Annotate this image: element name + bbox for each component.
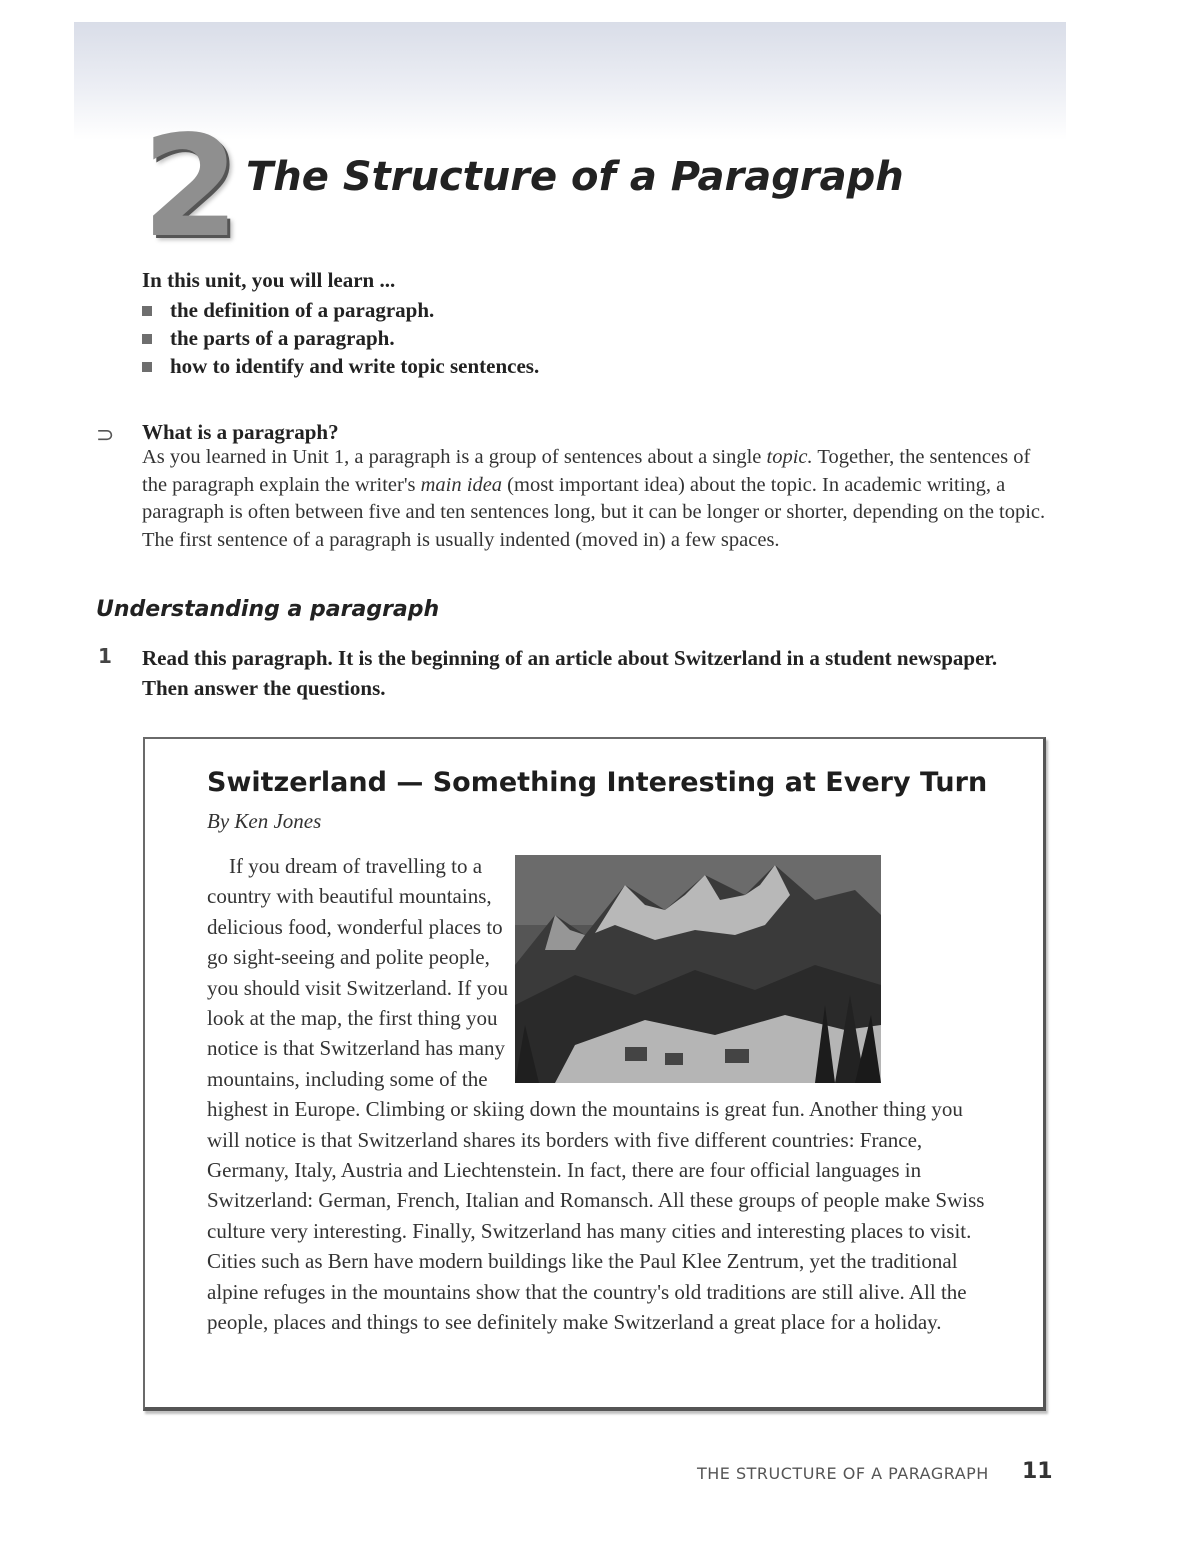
page-number: 11 xyxy=(1022,1459,1053,1484)
article-byline: By Ken Jones xyxy=(207,809,322,833)
unit-title: The Structure of a Paragraph xyxy=(246,154,904,200)
learn-list xyxy=(142,296,539,380)
exercise-instruction: Read this paragraph. It is the beginning of an article about Switzerland in a student newspaper. Then answer the questions. xyxy=(142,646,998,700)
learn-item: the parts of a paragraph. xyxy=(142,324,539,352)
article-box xyxy=(143,737,1046,1411)
section-heading: Understanding a paragraph xyxy=(96,597,440,622)
learn-intro: In this unit, you will learn ... xyxy=(142,268,396,292)
running-head: THE STRUCTURE OF A PARAGRAPH xyxy=(697,1464,989,1483)
key-term-main-idea: main idea xyxy=(420,473,503,496)
key-term-topic: topic. xyxy=(766,446,813,468)
square-bullet-icon xyxy=(142,334,152,344)
question-heading: What is a paragraph? xyxy=(142,420,339,444)
article-paragraph: If you dream of travelling to a country with beautiful mountains, delicious food, wonderful places to go sight-seeing and polite people, you should visit Switzerland. If you look at the map, the first thing you notice is that Switzerland has many mountains, including some of the highest in Europe. Climbing or skiing down the mountains is great fun. Another thing you will notice is that Switzerland shares its borders with five different countries: France, Germany, Italy, Austria and Liechtenstein. In fact, there are four official languages in Switzerland: German, French, Italian and Romansch. All these groups of people make Swiss culture very interesting. Finally, Switzerland has many cities and interesting places to visit. Cities such as Bern have modern buildings like the Paul Klee Zentrum, yet the traditional alpine refuges in the mountains show that the country's old traditions are still alive. All the people, places and things to see definitely make Switzerland a great place for a holiday. xyxy=(207,854,985,1335)
question-arrow-icon: ⊃ xyxy=(96,423,115,448)
photo-float-spacer xyxy=(517,851,987,1091)
learn-item: how to identify and write topic sentences. xyxy=(142,352,539,380)
unit-number: 2 xyxy=(142,106,236,269)
article-title: Switzerland — Something Interesting at Every Turn xyxy=(207,767,988,798)
exercise-number: 1 xyxy=(98,644,112,668)
square-bullet-icon xyxy=(142,306,152,316)
question-body: As you learned in Unit 1, a paragraph is a group of sentences about a single topic. Together, the sentences of the paragraph explain the writer's main idea (most important idea) about the topic. In academic writing, a paragraph is often between five and ten sentences long, but it can be longer or shorter, depending on the topic. The first sentence of a paragraph is usually indented (moved in) a few spaces. xyxy=(142,446,1046,551)
square-bullet-icon xyxy=(142,362,152,372)
learn-item: the definition of a paragraph. xyxy=(142,296,539,324)
article-body xyxy=(207,851,987,1338)
